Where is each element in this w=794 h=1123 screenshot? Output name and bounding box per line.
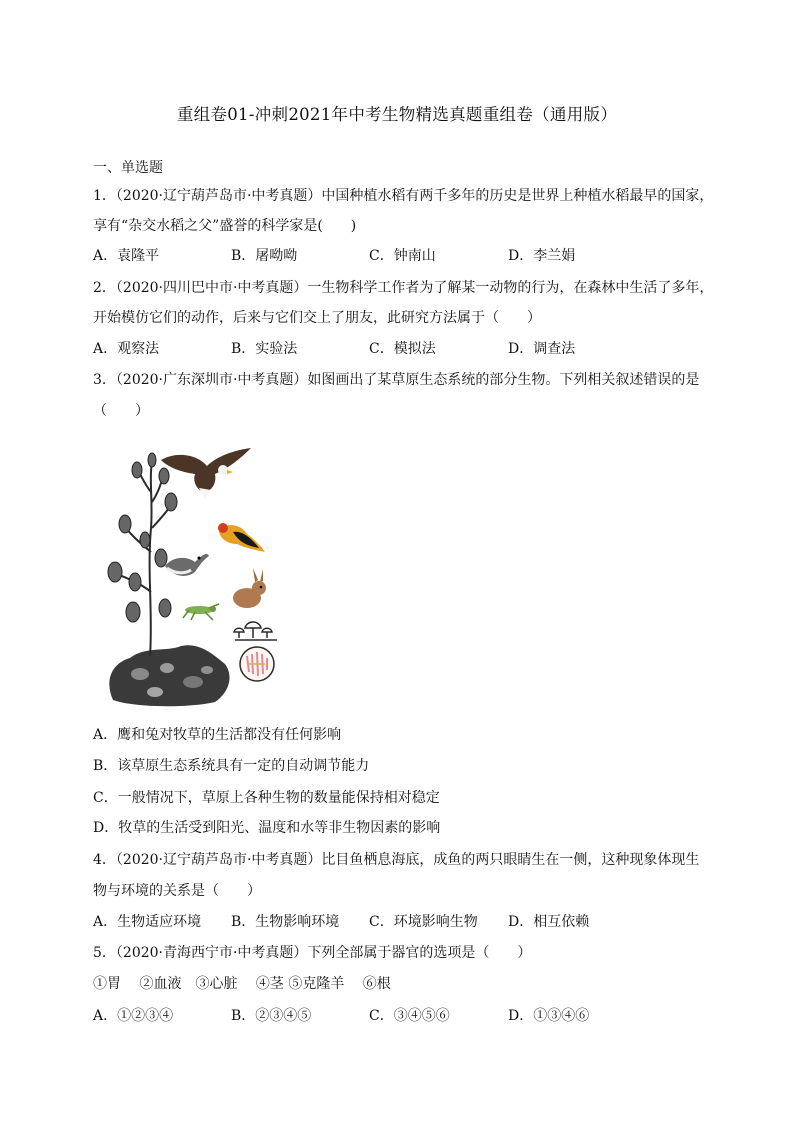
small-bird-illustration — [165, 554, 209, 576]
question-3-option-c: C．一般情况下，草原上各种生物的数量能保持相对稳定 — [93, 790, 440, 806]
question-3-line-1: 3．（2020·广东深圳市·中考真题）如图画出了某草原生态系统的部分生物。下列相关叙述错误的是 — [93, 372, 700, 388]
question-4-options — [93, 912, 733, 932]
question-4-line-2: 物与环境的关系是（ ） — [93, 883, 261, 899]
question-1-option-d: D．李兰娟 — [508, 248, 576, 264]
question-3-option-d: D．牧草的生活受到阳光、温度和水等非生物因素的影响 — [93, 820, 441, 836]
question-2-line-1: 2．（2020·四川巴中市·中考真题）一生物科学工作者为了解某一动物的行为，在森林中生活了多年， — [93, 280, 714, 296]
question-1-line-2: 享有“杂交水稻之父”盛誉的科学家是( ) — [93, 218, 357, 234]
question-2-line-2: 开始模仿它们的动作，后来与它们交上了朋友，此研究方法属于（ ） — [93, 310, 541, 326]
question-2-option-b: B．实验法 — [231, 341, 298, 357]
question-2-option-a: A．观察法 — [93, 341, 160, 357]
grasshopper-illustration — [183, 604, 219, 620]
eagle-illustration — [161, 448, 251, 498]
question-1-option-a: A．袁隆平 — [93, 248, 160, 264]
question-5-option-d: D．①③④⑥ — [508, 1008, 590, 1024]
question-5-line-2: ①胃 ②血液 ③心脏 ④茎 ⑤克隆羊 ⑥根 — [93, 976, 391, 992]
question-3-option-b: B．该草原生态系统具有一定的自动调节能力 — [93, 758, 370, 774]
question-2-option-c: C．模拟法 — [369, 341, 436, 357]
microorganism-circle-illustration — [240, 647, 274, 681]
question-1-option-c: C．钟南山 — [369, 248, 436, 264]
question-4-option-d: D．相互依赖 — [508, 914, 590, 930]
question-5-option-c: C．③④⑤⑥ — [369, 1008, 450, 1024]
question-1-options — [93, 246, 733, 266]
question-5-option-b: B．②③④⑤ — [231, 1008, 312, 1024]
question-4-option-b: B．生物影响环境 — [231, 914, 340, 930]
rabbit-illustration — [233, 568, 266, 608]
question-5-option-a: A．①②③④ — [93, 1008, 174, 1024]
question-3-option-a: A．鹰和兔对牧草的生活都没有任何影响 — [93, 727, 342, 743]
question-4-option-c: C．环境影响生物 — [369, 914, 478, 930]
oriole-illustration — [218, 523, 265, 552]
question-2-option-d: D．调查法 — [508, 341, 576, 357]
question-3-line-2: （ ） — [93, 403, 149, 419]
question-4-option-a: A．生物适应环境 — [93, 914, 202, 930]
question-1-option-b: B．屠呦呦 — [231, 248, 298, 264]
mushroom-illustration — [234, 622, 277, 640]
question-1-line-1: 1．（2020·辽宁葫芦岛市·中考真题）中国种植水稻有两千多年的历史是世界上种植水稻最早的国家， — [93, 188, 714, 204]
soil-illustration — [109, 645, 229, 706]
section-heading: 一、单选题 — [93, 160, 163, 176]
grassland-ecosystem-figure — [95, 432, 285, 707]
question-4-line-1: 4．（2020·辽宁葫芦岛市·中考真题）比目鱼栖息海底，成鱼的两只眼睛生在一侧，这种现象体现生 — [93, 852, 700, 868]
question-5-line-1: 5．（2020·青海西宁市·中考真题）下列全部属于器官的选项是（ ） — [93, 945, 532, 961]
question-2-options — [93, 339, 733, 359]
page-title: 重组卷01-冲刺2021年中考生物精选真题重组卷（通用版） — [176, 105, 618, 124]
question-5-options — [93, 1006, 733, 1026]
